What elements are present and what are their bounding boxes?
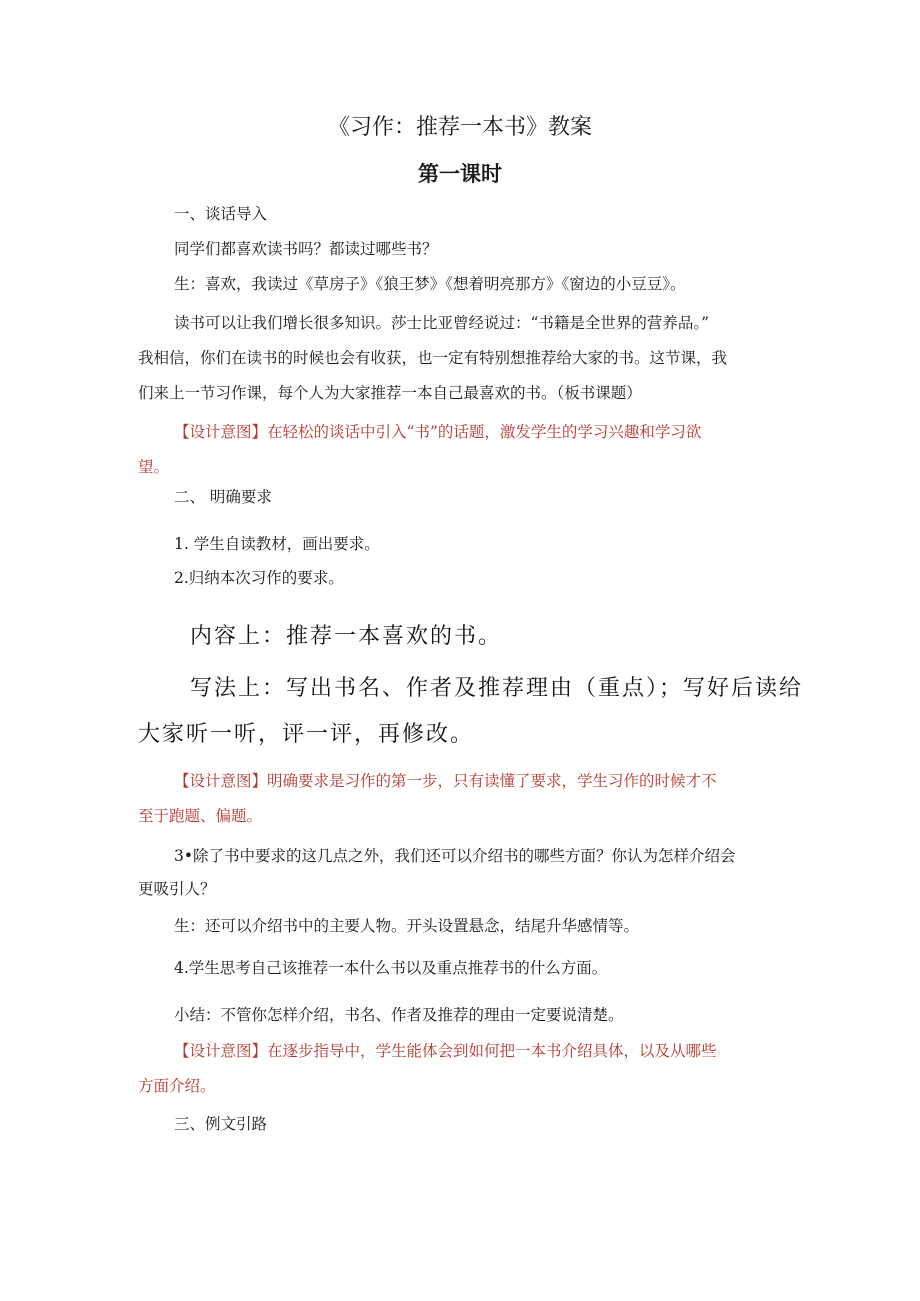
writing-requirement-line: 大家听一听，评一评，再修改。 xyxy=(138,722,475,747)
writing-requirement-line: 写法上：写出书名、作者及推荐理由（重点）；写好后读给 xyxy=(190,676,804,701)
list-item: 4.学生思考自己该推荐一本什么书以及重点推荐书的什么方面。 xyxy=(174,959,608,977)
list-item: 2.归纳本次习作的要求。 xyxy=(174,569,344,587)
design-intent-line: 望。 xyxy=(138,458,170,476)
list-item: 1. 学生自读教材，画出要求。 xyxy=(174,535,380,553)
section-heading: 三、例文引路 xyxy=(174,1115,268,1133)
paragraph-line: 读书可以让我们增长很多知识。莎士比亚曾经说过：“书籍是全世界的营养品。” xyxy=(174,314,710,332)
section-heading: 二、 明确要求 xyxy=(174,488,272,506)
paragraph-line: 我相信，你们在读书的时候也会有收获，也一定有特别想推荐给大家的书。这节课，我 xyxy=(138,349,728,367)
design-intent-label: 【设计意图】 xyxy=(174,1042,268,1060)
section-heading: 一、谈话导入 xyxy=(174,205,268,223)
design-intent-label: 【设计意图】 xyxy=(174,772,268,790)
design-intent-label: 【设计意图】 xyxy=(174,423,268,441)
paragraph-line: 们来上一节习作课，每个人为大家推荐一本自己最喜欢的书。（板书课题） xyxy=(138,384,642,402)
paragraph: 同学们都喜欢读书吗？都读过哪些书？ xyxy=(174,240,438,258)
design-intent-line: 至于跑题、偏题。 xyxy=(138,807,263,825)
list-item: 更吸引人？ xyxy=(138,880,216,898)
design-intent-line: 【设计意图】在轻松的谈话中引入“书”的话题，激发学生的学习兴趣和学习欲 xyxy=(174,423,702,441)
document-title: 《习作：推荐一本书》教案 xyxy=(327,115,592,140)
summary: 小结：不管你怎样介绍，书名、作者及推荐的理由一定要说清楚。 xyxy=(174,1006,624,1024)
paragraph: 生：喜欢，我读过《草房子》《狼王梦》《想着明亮那方》《窗边的小豆豆》。 xyxy=(174,275,686,293)
design-intent-line: 方面介绍。 xyxy=(138,1077,216,1095)
content-requirement: 内容上：推荐一本喜欢的书。 xyxy=(190,624,503,649)
design-intent-line: 【设计意图】在逐步指导中，学生能体会到如何把一本书介绍具体，以及从哪些 xyxy=(174,1042,717,1060)
design-intent-line: 【设计意图】明确要求是习作的第一步，只有读懂了要求，学生习作的时候才不 xyxy=(174,772,717,790)
list-item: 3•除了书中要求的这几点之外，我们还可以介绍书的哪些方面？你认为怎样介绍会 xyxy=(174,847,736,865)
paragraph: 生：还可以介绍书中的主要人物。开头设置悬念，结尾升华感情等。 xyxy=(174,917,640,935)
document-subtitle: 第一课时 xyxy=(418,162,502,186)
